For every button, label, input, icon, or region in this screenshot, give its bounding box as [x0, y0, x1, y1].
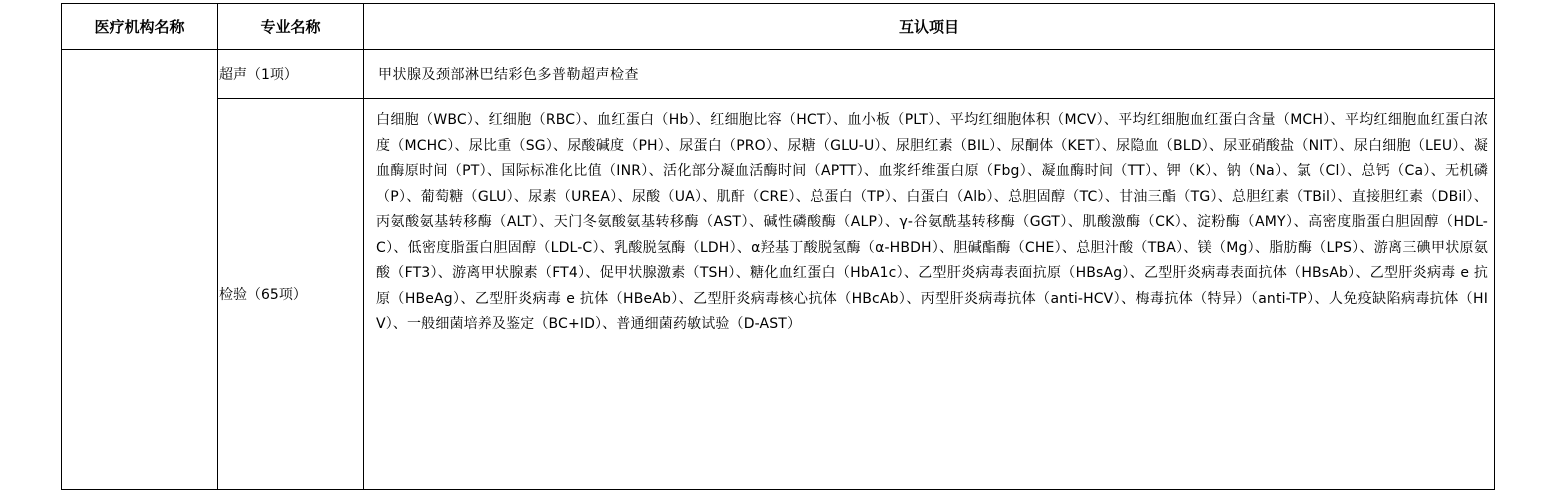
- items-ultrasound: 甲状腺及颈部淋巴结彩色多普勒超声检查: [364, 50, 1495, 99]
- items-lab-cell: [364, 99, 1495, 490]
- mutual-recognition-table: [61, 3, 1495, 490]
- category-ultrasound: 超声（1项）: [218, 50, 364, 99]
- header-specialty: 专业名称: [218, 4, 364, 50]
- table-row: [62, 50, 1495, 99]
- category-lab: 检验（65项）: [218, 99, 364, 490]
- institution-cell: [62, 50, 218, 490]
- header-row: [62, 4, 1495, 50]
- items-lab: 白细胞（WBC）、红细胞（RBC）、血红蛋白（Hb）、红细胞比容（HCT）、血小板（PLT）、平均红细胞体积（MCV）、平均红细胞血红蛋白含量（MCH）、平均红细胞血红蛋白浓度（MCHC）、尿比重（SG）、尿酸碱度（PH）、尿蛋白（PRO）、尿糖（GLU-U）、尿胆红素（BIL）、尿酮体（KET）、尿隐血（BLD）、尿亚硝酸盐（NIT）、尿白细胞（LEU）、凝血酶原时间（PT）、国际标准化比值（INR）、活化部分凝血活酶时间（APTT）、血浆纤维蛋白原（Fbg）、凝血酶时间（TT）、钾（K）、钠（Na）、氯（Cl）、总钙（Ca）、无机磷（P）、葡萄糖（GLU）、尿素（UREA）、尿酸（UA）、肌酐（CRE）、总蛋白（TP）、白蛋白（Alb）、总胆固醇（TC）、甘油三酯（TG）、总胆红素（TBil）、直接胆红素（DBil）、丙氨酸氨基转移酶（ALT）、天门冬氨酸氨基转移酶（AST）、碱性磷酸酶（ALP）、γ-谷氨酰基转移酶（GGT）、肌酸激酶（CK）、淀粉酶（AMY）、高密度脂蛋白胆固醇（HDL-C）、低密度脂蛋白胆固醇（LDL-C）、乳酸脱氢酶（LDH）、α羟基丁酸脱氢酶（α-HBDH）、胆碱酯酶（CHE）、总胆汁酸（TBA）、镁（Mg）、脂肪酶（LPS）、游离三碘甲状原氨酸（FT3）、游离甲状腺素（FT4）、促甲状腺激素（TSH）、糖化血红蛋白（HbA1c）、乙型肝炎病毒表面抗原（HBsAg）、乙型肝炎病毒表面抗体（HBsAb）、乙型肝炎病毒 e 抗原（HBeAg）、乙型肝炎病毒 e 抗体（HBeAb）、乙型肝炎病毒核心抗体（HBcAb）、丙型肝炎病毒抗体（anti-HCV）、梅毒抗体（特异）（anti-TP）、人免疫缺陷病毒抗体（HIV）、一般细菌培养及鉴定（BC+ID）、普通细菌药敏试验（D-AST）: [376, 112, 1488, 332]
- table-row: [62, 99, 1495, 490]
- header-items: 互认项目: [364, 4, 1495, 50]
- header-institution: 医疗机构名称: [62, 4, 218, 50]
